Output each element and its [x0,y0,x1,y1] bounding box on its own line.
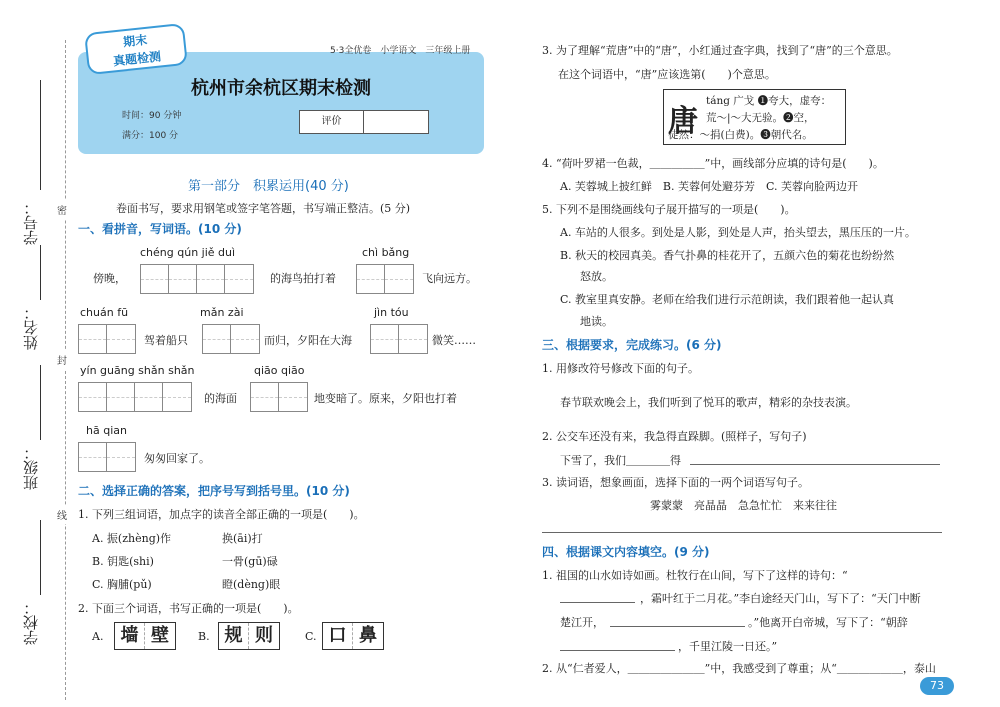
s4-q1-b: ，霜叶红于二月花。”李白途经天门山，写下了：“天门中断 [640,592,921,605]
s1-text-3b: 地变暗了。原来，夕阳也打着 [314,392,457,405]
s3-q2-answer-line[interactable] [690,464,940,465]
pinyin-2: chì bǎng [362,246,410,259]
eval-box [299,110,429,134]
q4-text: 4. “荷叶罗裙一色裁，＿＿＿＿＿”中，画线部分应填的诗句是( )。 [542,157,884,170]
student-id-line [40,80,41,190]
seal-feng: 封 [57,350,67,369]
q4-options: A. 芙蓉城上披红鲜 B. 芙蓉何处避芬芳 C. 芙蓉向脸两边开 [560,180,859,193]
s2-q1-a2: 换(āi)打 [222,532,263,545]
char-b1: 规 [219,623,249,649]
badge-line-2: 真题检测 [112,49,162,69]
s4-q1-blank-1[interactable] [560,602,635,603]
section4-head: 四、根据课文内容填空。(9 分) [542,545,710,559]
q5-c2: 地读。 [580,315,613,328]
pinyin-5: jìn tóu [374,306,409,319]
q5-a: A. 车站的人很多。到处是人影，到处是人声，抬头望去，黑压压的一片。 [560,226,916,239]
dict-line-2: 荒～|～大无验。❷空， [706,112,815,124]
s3-q3-words: 雾蒙蒙 亮晶晶 急急忙忙 来来往往 [650,499,837,512]
answer-grid-3[interactable] [78,324,136,354]
school-label: 学校： [22,600,40,645]
word-option-c [322,622,384,650]
s4-q1-e: ，千里江陵一日还。” [678,640,778,653]
word-option-a [114,622,176,650]
char-c1: 口 [323,623,353,649]
answer-grid-5[interactable] [370,324,428,354]
binding-line [65,40,66,700]
eval-label: 评价 [300,111,364,133]
s3-q2-sentence: 下雪了，我们＿＿＿＿得 [560,454,681,467]
char-c2: 鼻 [359,625,377,646]
s1-text-4a: 匆匆回家了。 [144,452,210,465]
dict-char: 唐 [668,104,698,139]
class-label: 班级： [22,445,40,490]
exam-title: 杭州市余杭区期末检测 [191,78,371,99]
s1-text-1a: 傍晚， [93,272,126,285]
pinyin-8: hā qian [86,424,127,437]
s4-q1-blank-2[interactable] [610,626,745,627]
char-b2: 则 [255,625,273,646]
answer-grid-8[interactable] [78,442,136,472]
s2-opt-b: B. [198,630,210,643]
badge-line-1: 期末 [122,32,148,50]
pinyin-3: chuán fū [80,306,129,319]
section3-head: 三、根据要求，完成练习。(6 分) [542,338,722,352]
pinyin-4: mǎn zài [200,306,244,319]
s4-q2: 2. 从“仁者爱人，＿＿＿＿＿＿＿”中，我感受到了尊重；从“＿＿＿＿＿＿，泰山 [542,662,936,675]
s2-q1-a1: A. 振(zhèng)作 [92,532,172,545]
s4-q1-d: 。”他离开白帝城，写下了：“朝辞 [748,616,908,629]
s4-q1-c: 楚江开， [560,616,604,629]
char-a1: 墙 [115,623,145,649]
s3-q1: 1. 用修改符号修改下面的句子。 [542,362,699,375]
seal-xian: 线 [57,505,67,524]
s1-text-2c: 微笑…… [432,334,476,347]
s2-q1-b1: B. 钥匙(shi) [92,555,154,568]
s2-opt-c: C. [305,630,317,643]
pinyin-6: yín guāng shǎn shǎn [80,364,195,377]
answer-grid-6[interactable] [78,382,192,412]
part1-title: 第一部分 积累运用(40 分) [188,179,349,194]
part1-instruction: 卷面书写，要求用钢笔或签字笔答题，书写端正整洁。(5 分) [116,202,411,215]
s4-q1-blank-3[interactable] [560,650,675,651]
section1-head: 一、看拼音，写词语。(10 分) [78,222,242,236]
answer-grid-1[interactable] [140,264,254,294]
answer-grid-4[interactable] [202,324,260,354]
s1-text-2a: 驾着船只 [144,334,188,347]
q5-text: 5. 下列不是围绕画线句子展开描写的一项是( )。 [542,203,796,216]
answer-grid-7[interactable] [250,382,308,412]
char-a2: 壁 [151,625,169,646]
answer-grid-2[interactable] [356,264,414,294]
q3-text-2: 在这个词语中，“唐”应该选第( )个意思。 [558,68,776,81]
s2-q1: 1. 下列三组词语，加点字的读音全部正确的一项是( )。 [78,508,365,521]
s1-text-1c: 飞向远方。 [422,272,477,285]
s2-q1-c1: C. 胸脯(pǔ) [92,578,152,591]
s3-q3-answer-line[interactable] [542,532,942,533]
page-number: 73 [920,677,954,695]
s3-q1-sentence: 春节联欢晚会上，我们听到了悦耳的歌声，精彩的杂技表演。 [560,396,857,409]
dict-line-1: táng 广戈 ❶夸大，虚夸： [706,95,832,107]
student-id-label: 学号： [22,200,40,245]
pinyin-7: qiāo qiāo [254,364,305,377]
s2-q1-b2: 一骨(gū)碌 [222,555,278,568]
time-info: 时间：90 分钟 [122,111,182,121]
s2-q2: 2. 下面三个词语，书写正确的一项是( )。 [78,602,299,615]
brand-label: 5·3全优卷 小学语文 三年级上册 [330,46,471,56]
score-info: 满分：100 分 [122,131,179,141]
s1-text-2b: 而归，夕阳在大海 [264,334,352,347]
s2-opt-a: A. [92,630,104,643]
q5-b1: B. 秋天的校园真美。香气扑鼻的桂花开了，五颜六色的菊花也纷纷然 [560,249,895,262]
school-line [40,520,41,595]
seal-mi: 密 [57,200,67,219]
name-label: 姓名： [22,305,40,350]
s1-text-1b: 的海鸟拍打着 [270,272,336,285]
dict-line-3: 徒然：～捐(白费)。❸朝代名。 [668,129,813,141]
s3-q2: 2. 公交车还没有来，我急得直跺脚。(照样子，写句子) [542,430,807,443]
s3-q3: 3. 读词语，想象画面，选择下面的一两个词语写句子。 [542,476,809,489]
word-option-b [218,622,280,650]
q5-c1: C. 教室里真安静。老师在给我们进行示范朗读，我们跟着他一起认真 [560,293,895,306]
s4-q1: 1. 祖国的山水如诗如画。杜牧行在山间，写下了这样的诗句：“ [542,569,848,582]
q3-text: 3. 为了理解“荒唐”中的“唐”，小红通过查字典，找到了“唐”的三个意思。 [542,44,898,57]
pinyin-1: chéng qún jiě duì [140,246,236,259]
class-line [40,365,41,440]
q5-b2: 怒放。 [580,270,613,283]
section2-head: 二、选择正确的答案，把序号写到括号里。(10 分) [78,484,350,498]
dictionary-entry [663,89,846,145]
s2-q1-c2: 瞪(dèng)眼 [222,578,281,591]
name-line [40,245,41,300]
s1-text-3a: 的海面 [204,392,237,405]
